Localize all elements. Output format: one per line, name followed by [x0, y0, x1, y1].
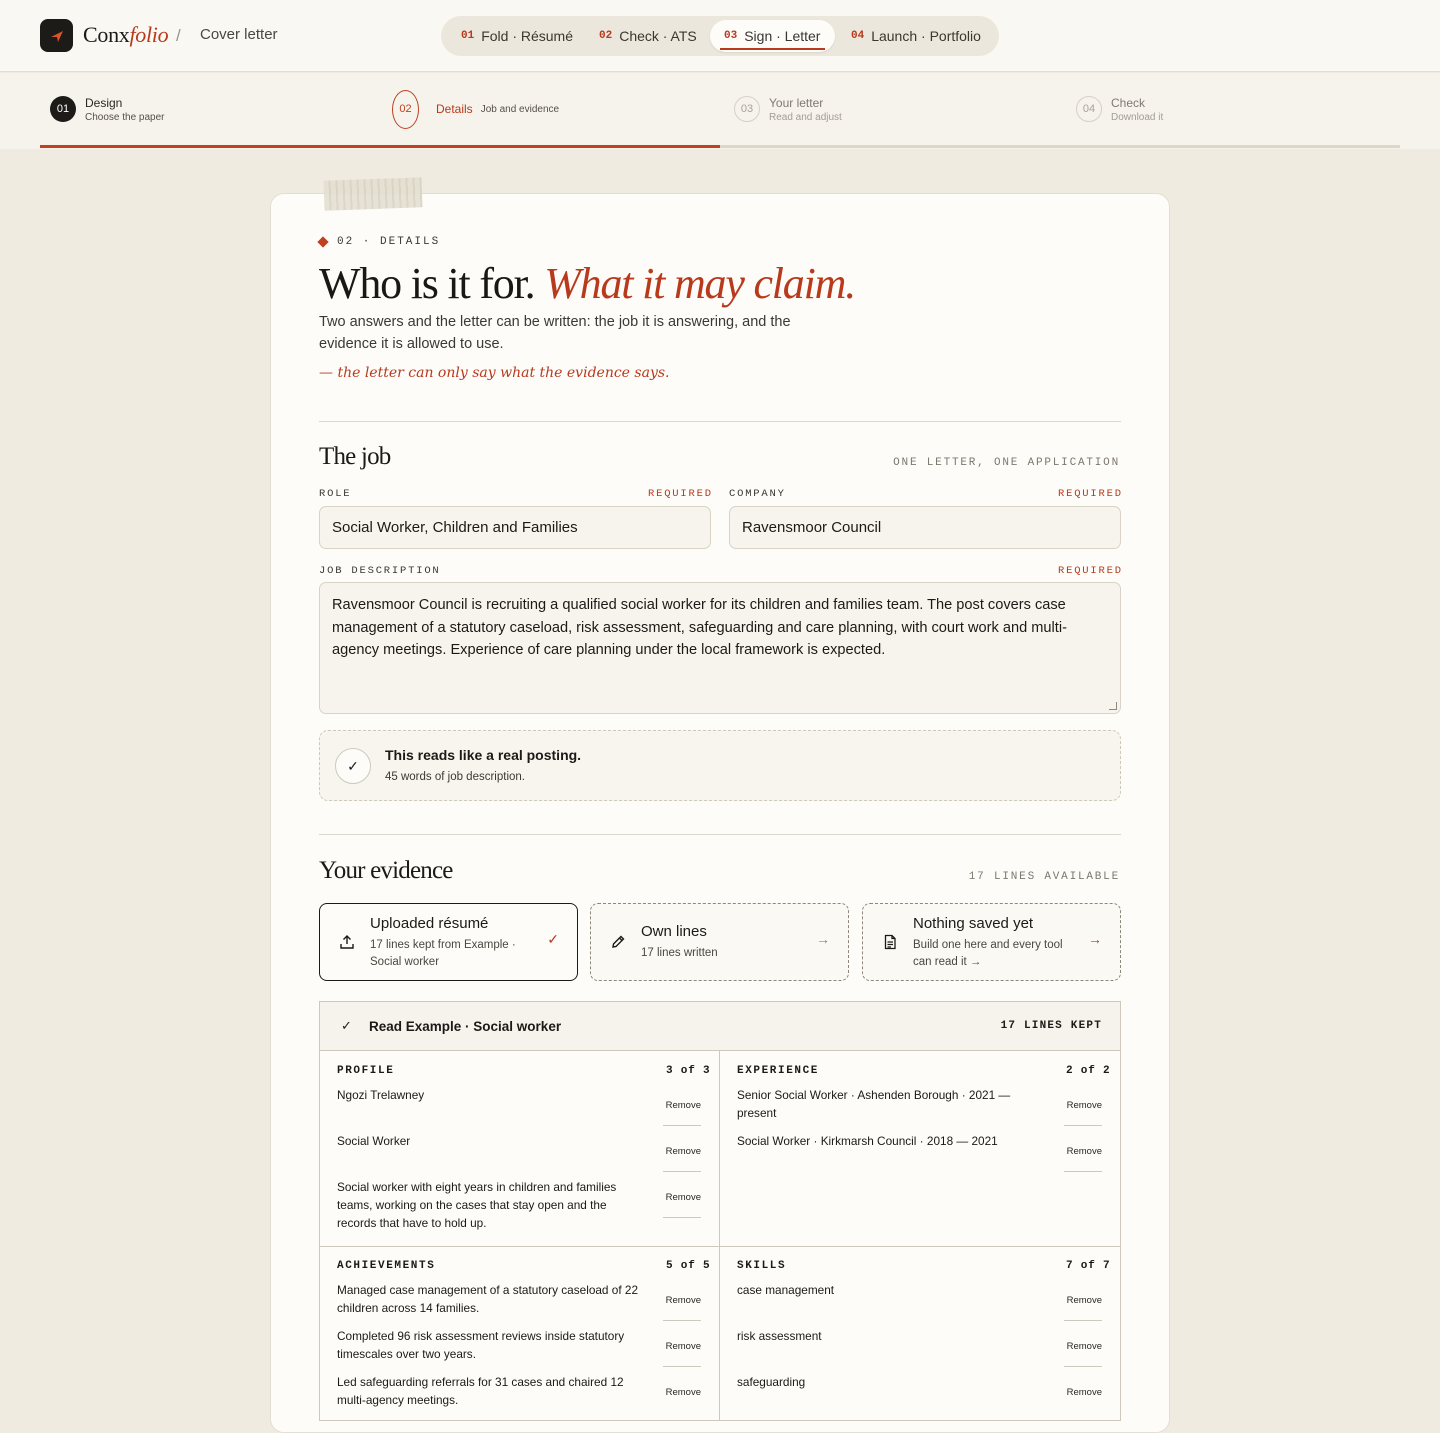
tab-letter[interactable]: 03 Sign · Letter [710, 20, 835, 52]
divider [319, 834, 1121, 835]
divider [1064, 1366, 1102, 1367]
remove-button[interactable]: Remove [665, 1192, 701, 1203]
step-progress [0, 73, 1440, 149]
profile-line: Ngozi Trelawney [337, 1088, 425, 1102]
remove-button[interactable]: Remove [1066, 1146, 1102, 1157]
achievement-line: Led safeguarding referrals for 31 cases and chaired 12 multi-agency meetings. [337, 1375, 624, 1407]
divider [1064, 1171, 1102, 1172]
evidence-section-title: Your evidence [319, 857, 453, 884]
experience-line: Senior Social Worker · Ashenden Borough · 2021 — present [737, 1088, 1011, 1120]
company-required: REQUIRED [1058, 488, 1123, 500]
upload-icon [337, 932, 357, 952]
posting-check-notice: ✓ This reads like a real posting. 45 words of job description. [319, 730, 1121, 801]
job-description-label: JOB DESCRIPTION [319, 565, 441, 577]
row-divider [320, 1246, 1120, 1247]
breadcrumb-current: Cover letter [200, 26, 278, 43]
brand-logo[interactable]: Conxfolio [83, 22, 169, 47]
logo-icon[interactable] [40, 19, 73, 52]
tab-portfolio[interactable]: 04 Launch · Portfolio [851, 28, 981, 44]
remove-button[interactable]: Remove [665, 1295, 701, 1306]
divider [1064, 1125, 1102, 1126]
page-title: Who is it for. What it may claim. [319, 259, 856, 308]
experience-group-count: 2 of 2 [1066, 1065, 1111, 1077]
breadcrumb-separator: / [176, 26, 181, 45]
source-own-lines[interactable]: Own lines 17 lines written → [590, 903, 849, 981]
achievement-line: Completed 96 risk assessment reviews inside statutory timescales over two years. [337, 1329, 625, 1361]
skill-line: risk assessment [737, 1329, 822, 1343]
remove-button[interactable]: Remove [665, 1341, 701, 1352]
tab-resume[interactable]: 01 Fold · Résumé [461, 28, 574, 44]
remove-button[interactable]: Remove [665, 1100, 701, 1111]
step-check[interactable]: 04 Check Download it [1076, 73, 1163, 145]
role-label: ROLE [319, 488, 352, 500]
remove-button[interactable]: Remove [665, 1387, 701, 1398]
role-required: REQUIRED [648, 488, 713, 500]
panel-header: ✓ Read Example · Social worker 17 LINES KEPT [320, 1002, 1120, 1051]
divider [663, 1366, 701, 1367]
remove-button[interactable]: Remove [665, 1146, 701, 1157]
profile-group-count: 3 of 3 [666, 1065, 711, 1077]
evidence-section-meta: 17 LINES AVAILABLE [968, 871, 1120, 883]
job-section-title: The job [319, 443, 391, 470]
achievements-group-title: ACHIEVEMENTS [337, 1260, 436, 1272]
skills-group-count: 7 of 7 [1066, 1260, 1111, 1272]
check-icon: ✓ [335, 748, 371, 784]
diamond-icon [317, 236, 328, 247]
top-bar [0, 0, 1440, 72]
experience-line: Social Worker · Kirkmarsh Council · 2018 — 2021 [737, 1134, 998, 1148]
achievement-line: Managed case management of a statutory caseload of 22 children across 14 families. [337, 1283, 639, 1315]
document-icon [880, 932, 900, 952]
step-details[interactable]: 02 Details Job and evidence [392, 73, 559, 145]
source-nothing-saved[interactable]: Nothing saved yet Build one here and every tool can read it → → [862, 903, 1121, 981]
tool-switcher [441, 16, 999, 56]
role-input[interactable]: Social Worker, Children and Families [319, 506, 711, 549]
achievements-group-count: 5 of 5 [666, 1260, 711, 1272]
experience-group-title: EXPERIENCE [737, 1065, 820, 1077]
profile-line: Social Worker [337, 1134, 411, 1148]
company-input[interactable]: Ravensmoor Council [729, 506, 1121, 549]
skill-line: safeguarding [737, 1375, 806, 1389]
job-description-required: REQUIRED [1058, 565, 1123, 577]
divider [663, 1320, 701, 1321]
step-your-letter[interactable]: 03 Your letter Read and adjust [734, 73, 842, 145]
remove-button[interactable]: Remove [1066, 1387, 1102, 1398]
arrow-right-icon: → [1088, 931, 1102, 947]
divider [1064, 1320, 1102, 1321]
resume-lines-panel [319, 1001, 1121, 1421]
profile-line: Social worker with eight years in children and families teams, working on the cases that stay open and the records that have to hold up. [337, 1180, 617, 1230]
job-description-textarea[interactable]: Ravensmoor Council is recruiting a qualified social worker for its children and families team. The post covers case management of a statutory caseload, risk assessment, safeguarding and care planning, with court work and multi-agency meetings. Experience of care planning under the local framework is expected. [319, 582, 1121, 714]
intro-text: Two answers and the letter can be written: the job it is answering, and the evidence it is allowed to use. [319, 314, 791, 352]
step-design[interactable]: 01 Design Choose the paper [50, 73, 165, 145]
column-divider [719, 1051, 720, 1421]
profile-group-title: PROFILE [337, 1065, 395, 1077]
handwritten-note: — the letter can only say what the evidence says. [319, 365, 670, 381]
tape-decoration [324, 177, 423, 210]
divider [663, 1125, 701, 1126]
arrow-right-icon: → [816, 931, 830, 947]
source-uploaded-resume[interactable]: Uploaded résumé 17 lines kept from Example · Social worker ✓ [319, 903, 578, 981]
divider [663, 1217, 701, 1218]
resize-handle-icon[interactable] [1109, 702, 1117, 710]
pencil-icon [608, 932, 628, 952]
progress-fill [40, 145, 720, 148]
company-label: COMPANY [729, 488, 786, 500]
tab-ats[interactable]: 02 Check · ATS [599, 28, 697, 44]
skill-line: case management [737, 1283, 835, 1297]
skills-group-title: SKILLS [737, 1260, 787, 1272]
check-icon: ✓ [341, 1018, 352, 1033]
section-eyebrow: 02 · DETAILS [319, 236, 440, 248]
divider [663, 1171, 701, 1172]
divider [319, 421, 1121, 422]
remove-button[interactable]: Remove [1066, 1100, 1102, 1111]
job-section-meta: ONE LETTER, ONE APPLICATION [893, 457, 1120, 469]
selected-check-icon: ✓ [547, 931, 559, 947]
remove-button[interactable]: Remove [1066, 1295, 1102, 1306]
remove-button[interactable]: Remove [1066, 1341, 1102, 1352]
